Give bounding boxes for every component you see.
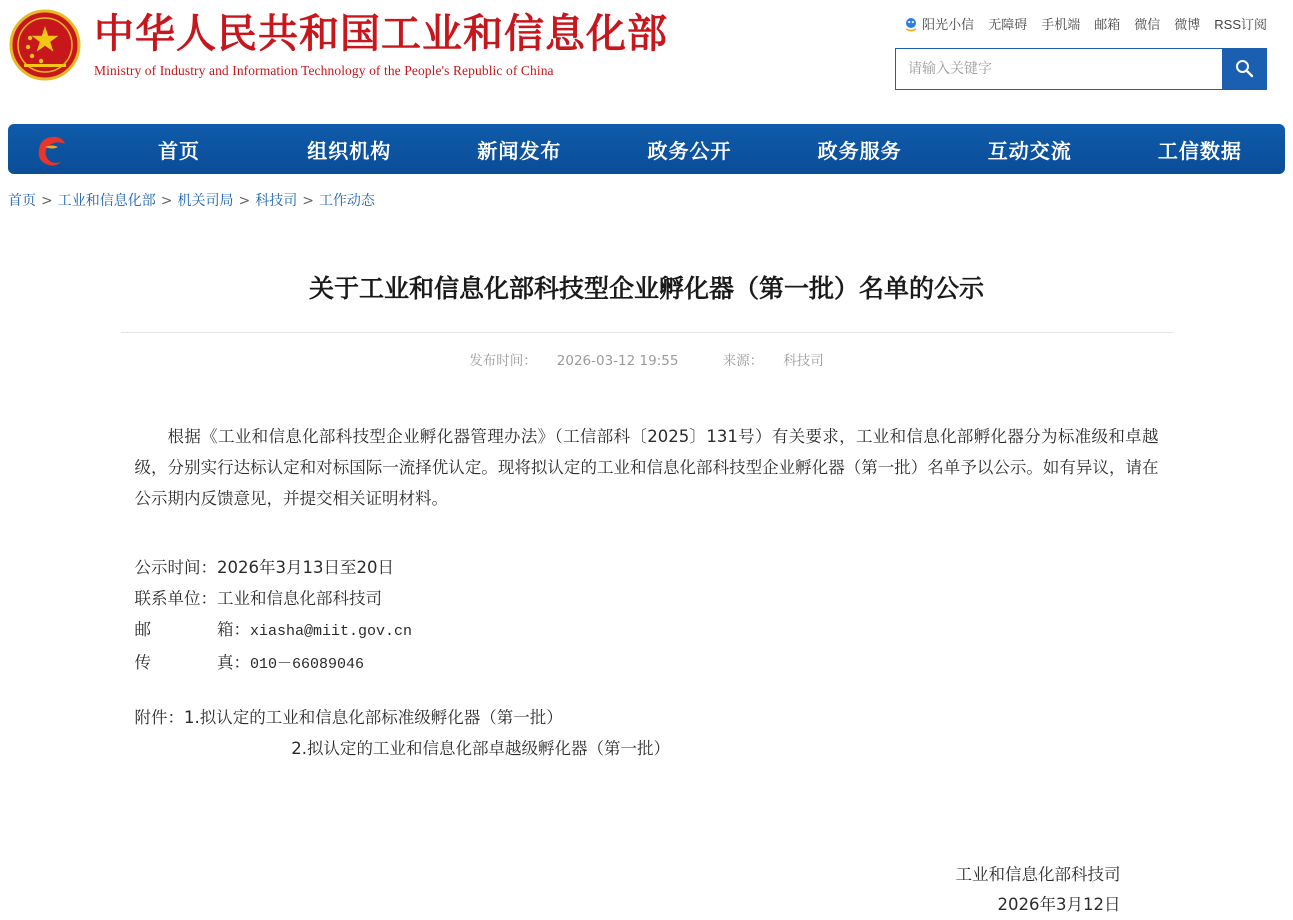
source-value: 科技司 [783, 352, 824, 369]
signature-date: 2026年3月12日 [997, 895, 1121, 915]
info-line-contact-unit [135, 583, 1159, 614]
article-paragraph-1: 根据《工业和信息化部科技型企业孵化器管理办法》（工信部科〔2025〕131号）有关要求，工业和信息化部孵化器分为标准级和卓越级，分别实行达标认定和对标国际一流择优认定。现将拟认定的工业和信息化部科技型企业孵化器（第一批）名单予以公示。如有异议，请在公示期内反馈意见，并提交相关证明材料。 [134, 426, 1159, 508]
nav-item-data[interactable]: 工信数据 [1157, 138, 1242, 163]
sun-icon [903, 16, 919, 32]
article-body [121, 421, 1173, 765]
article-signature [121, 860, 1173, 920]
breadcrumb-separator: > [41, 193, 53, 209]
publish-time-value: 2026-03-12 19:55 [556, 352, 679, 369]
top-links [903, 14, 1267, 33]
attachment-item[interactable]: 2.拟认定的工业和信息化部卓越级孵化器（第一批） [291, 739, 670, 759]
top-link-sunshine[interactable] [903, 14, 974, 33]
main-nav [8, 124, 1285, 174]
info-label: 联系单位： [134, 589, 217, 609]
info-value: 010－66089046 [250, 656, 365, 674]
info-label: 邮 箱： [134, 620, 250, 640]
info-line-email [135, 614, 1159, 647]
search-button[interactable] [1222, 49, 1266, 89]
source-label: 来源： [722, 352, 764, 369]
site-title-cn: 中华人民共和国工业和信息化部 [94, 11, 668, 58]
nav-item-home[interactable]: 首页 [158, 138, 201, 163]
breadcrumb-item-2[interactable]: 机关司局 [177, 193, 234, 209]
attachment-label: 附件： [134, 708, 184, 728]
search-box [895, 48, 1267, 90]
info-label: 公示时间： [134, 558, 217, 578]
page-title: 关于工业和信息化部科技型企业孵化器（第一批）名单的公示 [308, 273, 984, 303]
main-nav-wrap [0, 124, 1293, 174]
search-icon [1234, 58, 1254, 81]
spacer [135, 680, 1159, 702]
breadcrumb [8, 190, 1293, 210]
publish-time-label: 发布时间： [469, 352, 537, 369]
breadcrumb-item-current: 工作动态 [318, 193, 375, 209]
info-line-publicity-period [135, 552, 1159, 583]
search-input[interactable] [896, 49, 1222, 89]
nav-item-news[interactable]: 新闻发布 [477, 138, 562, 163]
article [121, 210, 1173, 920]
breadcrumb-item-0[interactable]: 首页 [8, 193, 36, 209]
top-link-label: 阳光小信 [922, 17, 975, 32]
breadcrumb-separator: > [302, 193, 314, 209]
attachment-item[interactable]: 1.拟认定的工业和信息化部标准级孵化器（第一批） [184, 708, 563, 728]
top-link-mobile[interactable]: 手机端 [1041, 17, 1081, 32]
national-emblem-icon [8, 8, 82, 82]
breadcrumb-separator: > [238, 193, 251, 209]
top-link-weibo[interactable]: 微博 [1174, 17, 1201, 32]
info-label: 传 真： [134, 653, 250, 673]
spacer [135, 530, 1159, 552]
site-brand[interactable] [8, 8, 668, 82]
top-link-mail[interactable]: 邮箱 [1094, 17, 1121, 32]
article-source [713, 353, 834, 369]
nav-item-government-services[interactable]: 政务服务 [817, 138, 902, 163]
info-value: xiasha@miit.gov.cn [250, 623, 413, 641]
info-line-fax [135, 647, 1159, 680]
nav-item-organization[interactable]: 组织机构 [307, 138, 392, 163]
article-meta [121, 332, 1173, 369]
top-link-accessibility[interactable]: 无障碍 [988, 17, 1028, 32]
breadcrumb-item-3[interactable]: 科技司 [255, 193, 298, 209]
breadcrumb-separator: > [160, 193, 173, 209]
site-header [0, 0, 1293, 110]
nav-item-interaction[interactable]: 互动交流 [987, 138, 1072, 163]
info-value: 2026年3月13日至20日 [217, 558, 394, 578]
nav-item-government-disclosure[interactable]: 政务公开 [647, 138, 732, 163]
top-link-rss[interactable]: RSS订阅 [1214, 17, 1267, 32]
publish-time [459, 353, 688, 369]
top-link-wechat[interactable]: 微信 [1134, 17, 1161, 32]
attachment-line-2 [135, 733, 1159, 764]
signature-org: 工业和信息化部科技司 [955, 865, 1121, 885]
site-title-en: Ministry of Industry and Information Technology of the People's Republic of China [94, 62, 554, 78]
breadcrumb-item-1[interactable]: 工业和信息化部 [57, 193, 156, 209]
attachment-line-1 [135, 702, 1159, 733]
info-value: 工业和信息化部科技司 [217, 589, 382, 609]
miit-e-logo-icon [8, 131, 94, 167]
